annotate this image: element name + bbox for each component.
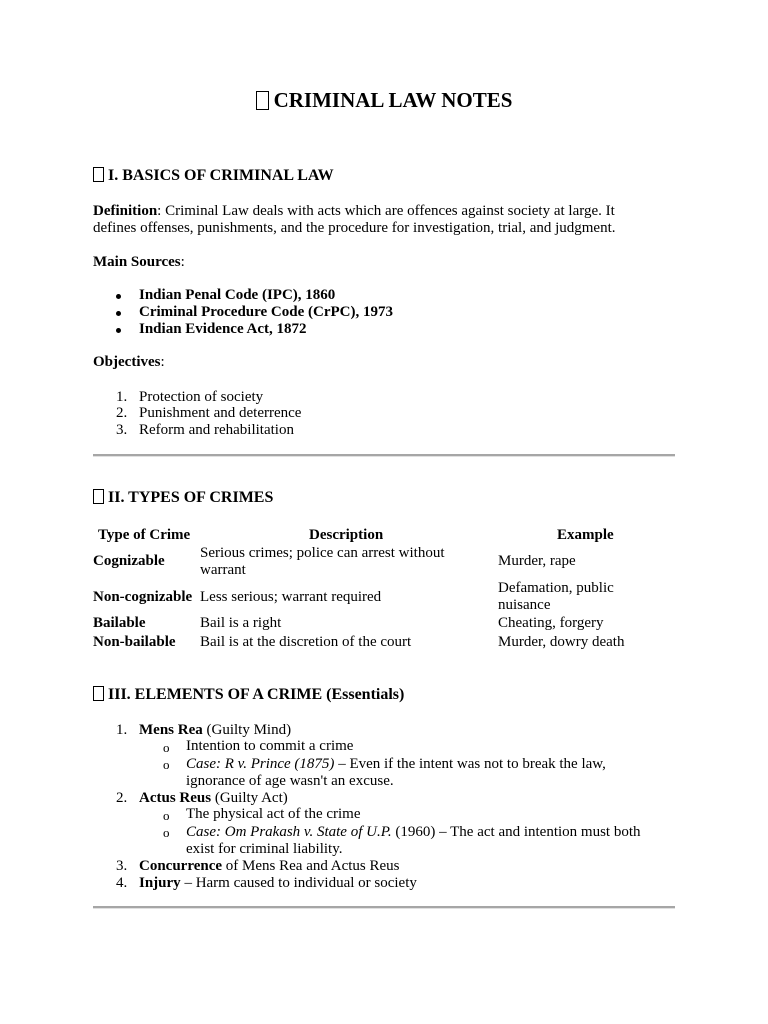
table-header: Example	[557, 527, 614, 543]
list-item: Injury – Harm caused to individual or society	[139, 875, 417, 891]
list-item: Punishment and deterrence	[139, 405, 302, 421]
table-cell: warrant	[200, 562, 246, 578]
bullet-icon	[116, 311, 121, 316]
list-item: Reform and rehabilitation	[139, 422, 294, 438]
definition-paragraph: Definition: Criminal Law deals with acts which are offences against society at large. It	[93, 203, 615, 219]
section-heading-types: II. TYPES OF CRIMES	[93, 489, 273, 507]
list-number: 1.	[116, 722, 128, 738]
list-number: 4.	[116, 875, 128, 891]
table-header: Type of Crime	[98, 527, 191, 543]
table-cell: nuisance	[498, 597, 551, 613]
table-cell: Less serious; warrant required	[200, 589, 382, 605]
horizontal-rule	[93, 906, 675, 909]
missing-glyph-icon	[93, 686, 104, 701]
table-cell: Bail is at the discretion of the court	[200, 634, 412, 650]
list-item: Criminal Procedure Code (CrPC), 1973	[139, 304, 393, 320]
list-item: Indian Penal Code (IPC), 1860	[139, 287, 336, 303]
list-number: 1.	[116, 389, 128, 405]
sub-list-item: The physical act of the crime	[186, 806, 361, 822]
section-heading-elements: III. ELEMENTS OF A CRIME (Essentials)	[93, 686, 404, 704]
table-cell: Cheating, forgery	[498, 615, 604, 631]
list-item: Protection of society	[139, 389, 264, 405]
page-title: CRIMINAL LAW NOTES	[0, 88, 768, 112]
table-cell: Defamation, public	[498, 580, 614, 596]
section-heading-basics: I. BASICS OF CRIMINAL LAW	[93, 167, 334, 185]
table-header: Description	[309, 527, 384, 543]
table-cell: Murder, dowry death	[498, 634, 625, 650]
sub-bullet-icon: o	[163, 825, 170, 840]
table-cell: Cognizable	[93, 553, 165, 569]
list-number: 2.	[116, 790, 128, 806]
sub-bullet-icon: o	[163, 808, 170, 823]
table-cell: Non-cognizable	[93, 589, 193, 605]
bullet-icon	[116, 294, 121, 299]
list-item: Actus Reus (Guilty Act)	[139, 790, 288, 806]
list-item: Mens Rea (Guilty Mind)	[139, 722, 292, 738]
definition-paragraph-line2: defines offenses, punishments, and the procedure for investigation, trial, and judgment.	[93, 220, 616, 236]
sub-list-item: Intention to commit a crime	[186, 738, 354, 754]
table-cell: Non-bailable	[93, 634, 176, 650]
bullet-icon	[116, 328, 121, 333]
missing-glyph-icon	[93, 489, 104, 504]
sub-list-item: Case: R v. Prince (1875) – Even if the intent was not to break the law,	[186, 756, 606, 772]
table-cell: Serious crimes; police can arrest without	[200, 545, 445, 561]
sub-bullet-icon: o	[163, 740, 170, 755]
horizontal-rule	[93, 454, 675, 457]
objectives-label: Objectives:	[93, 354, 165, 370]
missing-glyph-icon	[93, 167, 104, 182]
table-cell: Murder, rape	[498, 553, 576, 569]
sub-bullet-icon: o	[163, 757, 170, 772]
main-sources-label: Main Sources:	[93, 254, 185, 270]
list-number: 2.	[116, 405, 128, 421]
list-item: Indian Evidence Act, 1872	[139, 321, 307, 337]
sub-list-item: Case: Om Prakash v. State of U.P. (1960) – The act and intention must both	[186, 824, 641, 840]
list-number: 3.	[116, 858, 128, 874]
list-number: 3.	[116, 422, 128, 438]
sub-list-item-cont: ignorance of age wasn't an excuse.	[186, 773, 394, 789]
table-cell: Bail is a right	[200, 615, 282, 631]
table-cell: Bailable	[93, 615, 146, 631]
list-item: Concurrence of Mens Rea and Actus Reus	[139, 858, 400, 874]
missing-glyph-icon	[256, 91, 269, 110]
sub-list-item-cont: exist for criminal liability.	[186, 841, 343, 857]
